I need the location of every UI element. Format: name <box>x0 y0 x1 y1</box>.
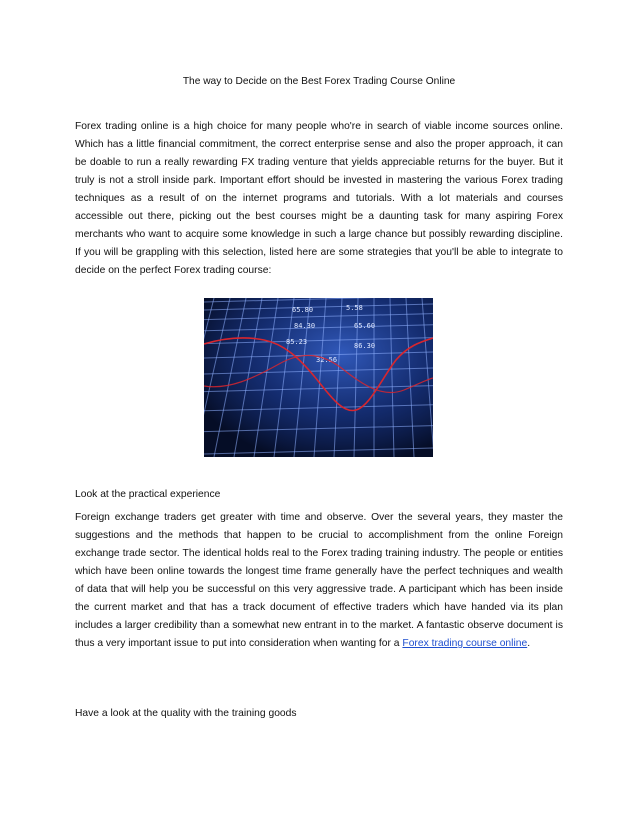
chart-label: 85.23 <box>286 338 308 346</box>
experience-paragraph-text: Foreign exchange traders get greater with time and observe. Over the several years, they master the suggestions and the methods that happen to be crucial to accomplishment from the online Foreign exchange trade sector. The identical holds real to the Forex trading training industry. The people or entities which have been online towards the longest time frame generally have the perfect techniques and wealth of data that will help you be successful on this very aggressive trade. A participant which has been inside the current market and that has a track document of effective traders which have handed via its plan includes a larger credibility than a somewhat new entrant in to the market. A fantastic observe document is thus a very important issue to put into consideration when wanting for a <box>75 512 563 649</box>
chart-label: 32.56 <box>316 356 338 364</box>
chart-label: 65.80 <box>292 306 314 314</box>
chart-label: 86.30 <box>354 342 376 350</box>
experience-paragraph <box>75 509 563 653</box>
forex-chart-image <box>204 298 433 457</box>
chart-label: 5.58 <box>346 304 363 312</box>
chart-label: 84.30 <box>294 322 316 330</box>
chart-label: 65.60 <box>354 322 376 330</box>
experience-paragraph-end: . <box>527 638 531 649</box>
intro-paragraph: Forex trading online is a high choice for many people who're in search of viable income sources online. Which has a little financial commitment, the correct enterprise sense and also the proper approach, it can be doable to run a really rewarding FX trading venture that yields appreciable returns for the buyer. But it truly is not a stroll inside park. Important effort should be invested in mastering the various Forex trading techniques as a result of on the internet programs and tutorials. With a lot materials and courses accessible out there, picking out the best courses might be a daunting task for many aspiring Forex merchants who want to acquire some knowledge in such a large chance but possibly rewarding discipline. If you will be grappling with this selection, listed here are some strategies that you'll be able to integrate to decide on the perfect Forex trading course: <box>75 121 563 276</box>
section-heading-quality: Have a look at the quality with the training goods <box>75 708 297 719</box>
forex-course-link[interactable]: Forex trading course online <box>402 638 528 649</box>
section-heading-experience: Look at the practical experience <box>75 489 221 500</box>
document-title: The way to Decide on the Best Forex Trading Course Online <box>182 76 456 87</box>
forex-chart-graphic <box>204 298 433 457</box>
